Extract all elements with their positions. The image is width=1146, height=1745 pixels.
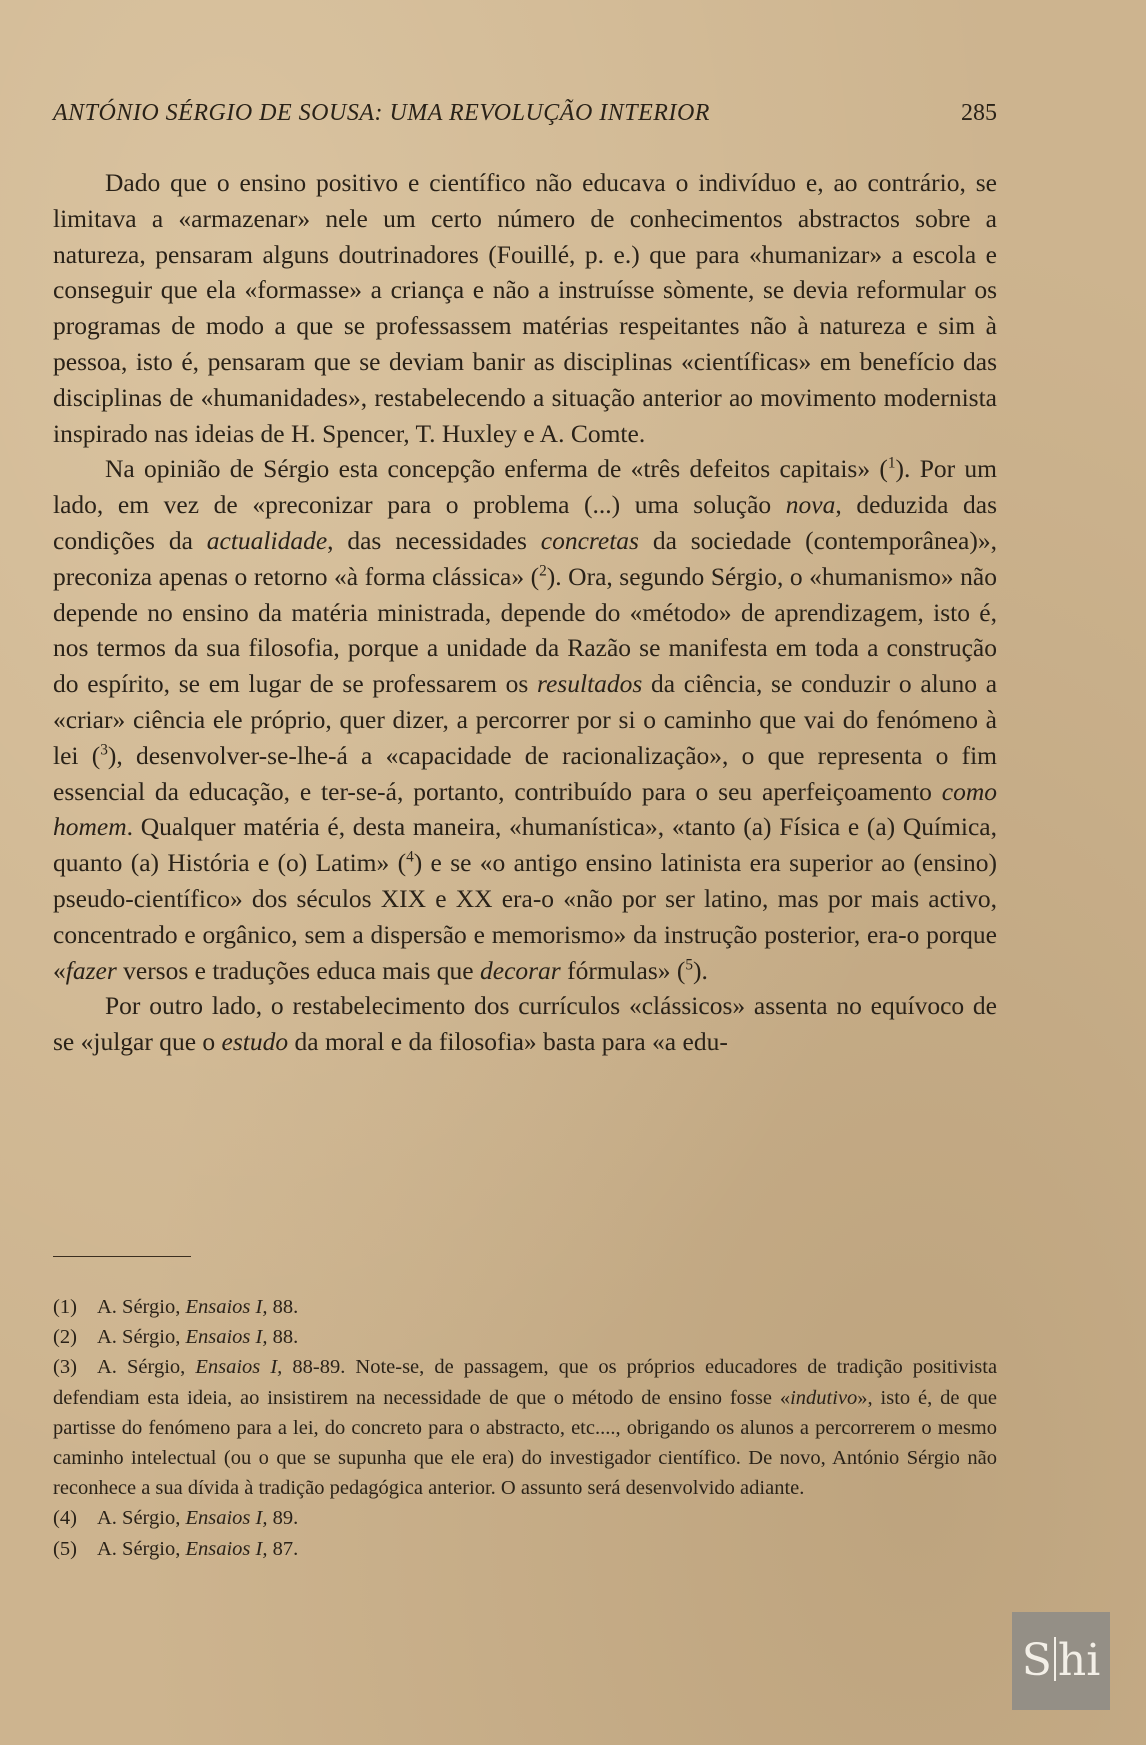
footnote-5: (5) A. Sérgio, Ensaios I, 87. (53, 1534, 997, 1564)
footnote-ref[interactable]: 1 (887, 454, 896, 472)
emphasis: indutivo (790, 1386, 858, 1409)
document-page (53, 0, 997, 1745)
emphasis: decorar (480, 955, 561, 985)
body-text (53, 165, 997, 1060)
footnote-3: (3) A. Sérgio, Ensaios I, 88-89. Note-se, de passagem, que os próprios educadores de tradição positivista defendiam esta ideia, ao insistirem na necessidade de que o método de ensino fosse «indutivo», isto é, de que partisse do fenómeno para a lei, do concreto para o abstracto, etc...., obrigando os alunos a percorrerem o mesmo caminho intelectual (ou o que se supunha que ele era) do investigador científico. De novo, António Sérgio não reconhece a sua dívida à tradição pedagógica anterior. O assunto será desenvolvido adiante. (53, 1352, 997, 1503)
page-number: 285 (961, 100, 997, 126)
publisher-logo: S hi (1012, 1612, 1110, 1710)
emphasis: estudo (221, 1027, 289, 1057)
logo-bar (1054, 1637, 1056, 1681)
paragraph-1: Dado que o ensino positivo e científico não educava o indivíduo e, ao contrário, se limitava a «armazenar» nele um certo número de conhecimentos abstractos sobre a natureza, pensaram alguns doutrinadores (Fouillé, p. e.) que para «humanizar» a escola e conseguir que ela «formasse» a criança e não a instruísse sòmente, se devia reformular os programas de modo a que se professassem matérias respeitantes não à natureza e sim à pessoa, isto é, pensaram que se deviam banir as disciplinas «científicas» em benefício das disciplinas de «humanidades», restabelecendo a situação anterior ao movimento modernista inspirado nas ideias de H. Spencer, T. Huxley e A. Comte. (53, 168, 997, 448)
footnotes (53, 1292, 997, 1564)
emphasis: actualidade (206, 525, 328, 555)
footnote-marker: (4) (53, 1507, 77, 1530)
work-title: Ensaios I, (185, 1537, 268, 1560)
work-title: Ensaios I, (185, 1296, 268, 1318)
running-header (53, 100, 997, 136)
footnote-marker: (1) (53, 1296, 77, 1318)
footnote-marker: (3) (53, 1356, 77, 1379)
work-title: Ensaios I, (185, 1507, 268, 1530)
work-title: Ensaios I, (195, 1356, 283, 1379)
emphasis: como homem (53, 776, 997, 842)
running-title: ANTÓNIO SÉRGIO DE SOUSA: UMA REVOLUÇÃO INTERIOR (53, 100, 710, 126)
footnote-2: (2) A. Sérgio, Ensaios I, 88. (53, 1322, 997, 1352)
paragraph-3: Por outro lado, o restabelecimento dos currículos «clássicos» assenta no equívoco de se «julgar que o estudo da moral e da filosofia» basta para «a edu- (53, 991, 997, 1057)
footnote-4: (4) A. Sérgio, Ensaios I, 89. (53, 1503, 997, 1533)
footnote-ref[interactable]: 4 (406, 848, 414, 866)
footnote-marker: (5) (53, 1537, 77, 1560)
footnote-ref[interactable]: 2 (539, 562, 547, 580)
paragraph-2: Na opinião de Sérgio esta concepção enferma de «três defeitos capitais» ($^1$). Por um lado, em vez de «preconizar para o problema (...) uma solução nova, deduzida das condições da actualidade, das necessidades concretas da sociedade (contemporânea)», preconiza apenas o retorno «à forma clássica» ($^2$). Ora, segundo Sérgio, o «humanismo» não depende no ensino da matéria ministrada, depende do «método» de aprendizagem, isto é, nos termos da sua filosofia, porque a unidade da Razão se manifesta em toda a construção do espírito, se em lugar de se professarem os resultados da ciência, se conduzir o aluno a «criar» ciência ele próprio, quer dizer, a percorrer por si o caminho que vai do fenómeno à lei ($^3$), desenvolver-se-lhe-á a «capacidade de racionalização», o que representa o fim essencial da educação, e ter-se-á, portanto, contribuído para o seu aperfeiçoamento como homem. Qualquer matéria é, desta maneira, «humanística», «tanto (a) Física e (a) Química, quanto (a) História e (o) Latim» ($^4$) e se «o antigo ensino latinista era superior ao (ensino) pseudo-científico» dos séculos XIX e XX era-o «não por ser latino, mas por mais activo, concentrado e orgânico, sem a dispersão e memorismo» da instrução posterior, era-o porque «fazer versos e traduções educa mais que decorar fórmulas» ($^5$). (53, 454, 998, 985)
work-title: Ensaios I, (185, 1326, 268, 1349)
footnote-1: (1) A. Sérgio, Ensaios I, 88. (53, 1292, 997, 1322)
footnote-ref[interactable]: 3 (100, 741, 108, 759)
emphasis: resultados (537, 669, 643, 699)
footnote-marker: (2) (53, 1326, 77, 1349)
emphasis: fazer (65, 955, 117, 985)
footnote-ref[interactable]: 5 (685, 956, 694, 974)
emphasis: nova (785, 490, 836, 520)
emphasis: concretas (540, 525, 639, 555)
footnote-separator (53, 1256, 191, 1257)
